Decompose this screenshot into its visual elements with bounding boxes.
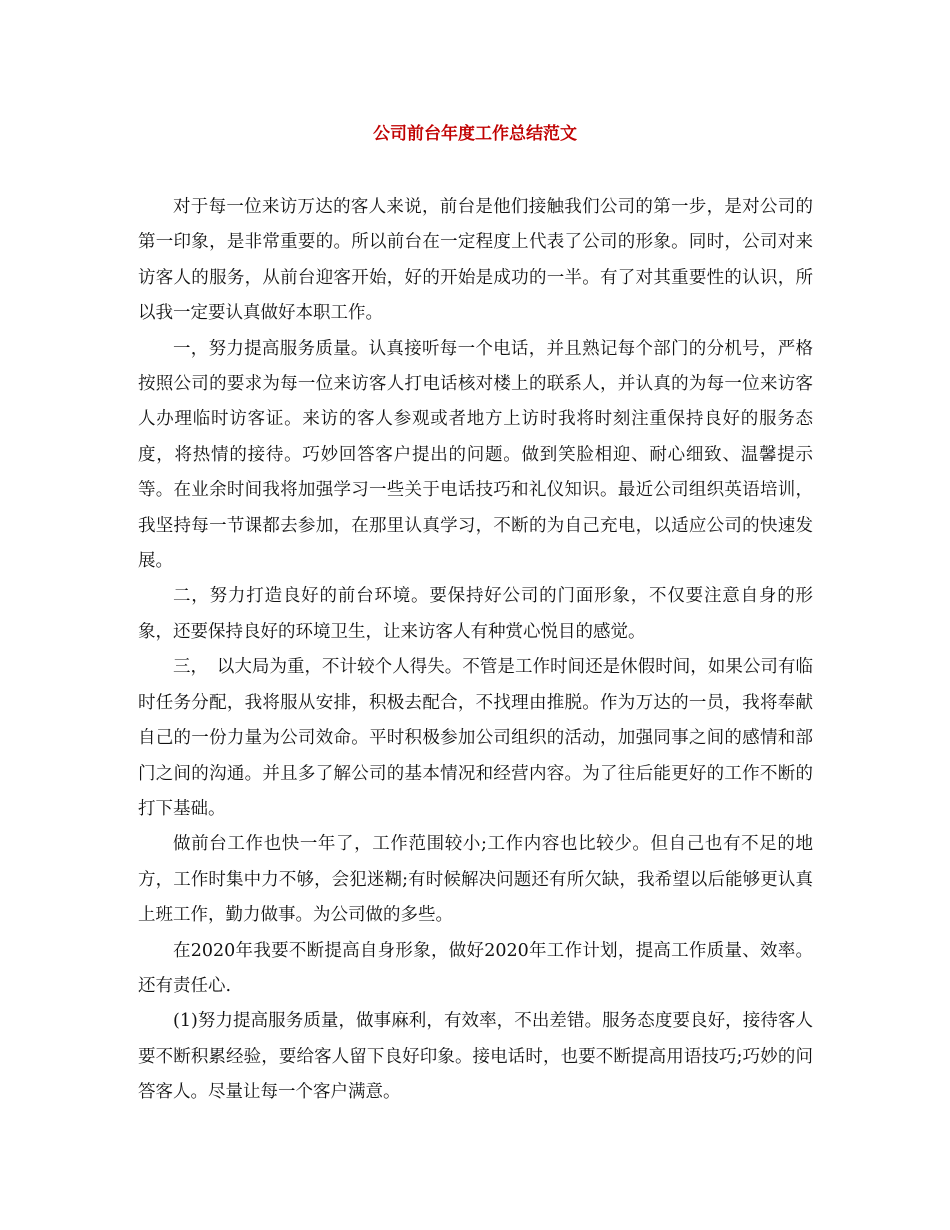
paragraph: 一，努力提高服务质量。认真接听每一个电话，并且熟记每个部门的分机号，严格按照公司的要求为每一位来访客人打电话核对楼上的联系人，并认真的为每一位来访客人办理临时访客证。来访的客人参观或者地方上访时我将时刻注重保持良好的服务态度，将热情的接待。巧妙回答客户提出的问题。做到笑脸相迎、耐心细致、温馨提示等。在业余时间我将加强学习一些关于电话技巧和礼仪知识。最近公司组织英语培训，我坚持每一节课都去参加，在那里认真学习，不断的为自己充电，以适应公司的快速发展。: [138, 338, 813, 572]
paragraph: (1)努力提高服务质量，做事麻利，有效率，不出差错。服务态度要良好，接待客人要不断积累经验，要给客人留下良好印象。接电话时，也要不断提高用语技巧;巧妙的问答客人。尽量让每一个客户满意。: [138, 1011, 813, 1103]
paragraph: 在2020年我要不断提高自身形象，做好2020年工作计划，提高工作质量、效率。还有责任心.: [138, 940, 813, 996]
paragraph: 二，努力打造良好的前台环境。要保持好公司的门面形象，不仅要注意自身的形象，还要保持良好的环境卫生，让来访客人有种赏心悦目的感觉。: [138, 586, 813, 642]
paragraph: 三， 以大局为重，不计较个人得失。不管是工作时间还是休假时间，如果公司有临时任务分配，我将服从安排，积极去配合，不找理由推脱。作为万达的一员，我将奉献自己的一份力量为公司效命。平时积极参加公司组织的活动，加强同事之间的感情和部门之间的沟通。并且多了解公司的基本情况和经营内容。为了往后能更好的工作不断的打下基础。: [138, 657, 813, 819]
document-title: 公司前台年度工作总结范文: [373, 124, 577, 144]
document-body: [138, 190, 813, 1111]
paragraph: 做前台工作也快一年了，工作范围较小;工作内容也比较少。但自己也有不足的地方，工作时集中力不够，会犯迷糊;有时候解决问题还有所欠缺，我希望以后能够更认真上班工作，勤力做事。为公司做的多些。: [138, 834, 813, 926]
paragraph: 对于每一位来访万达的客人来说，前台是他们接触我们公司的第一步，是对公司的第一印象，是非常重要的。所以前台在一定程度上代表了公司的形象。同时，公司对来访客人的服务，从前台迎客开始，好的开始是成功的一半。有了对其重要性的认识，所以我一定要认真做好本职工作。: [138, 197, 813, 324]
